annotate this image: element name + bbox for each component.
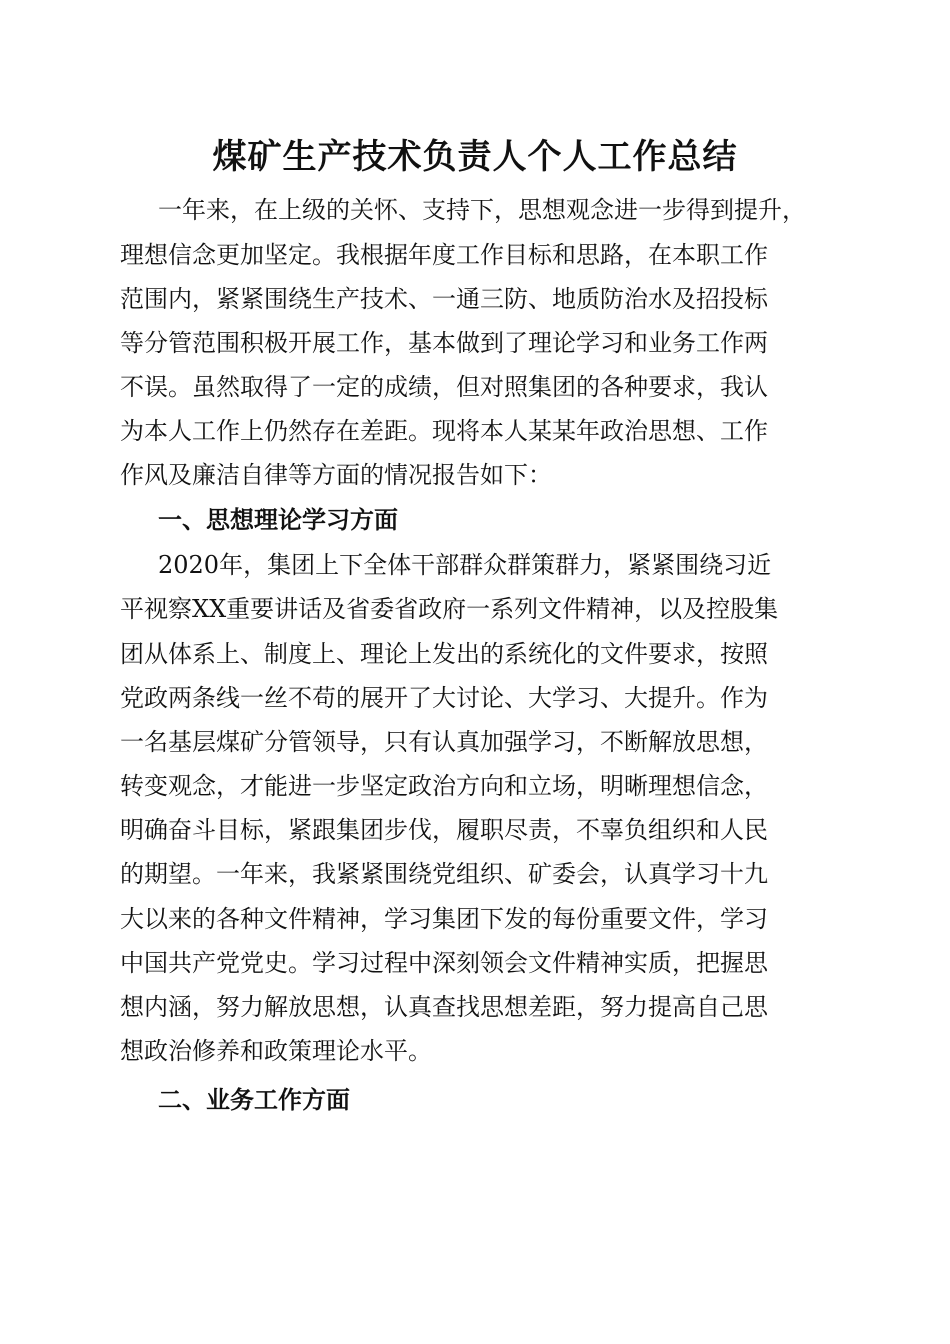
body-line: 转变观念，才能进一步坚定政治方向和立场，明晰理想信念， — [120, 772, 768, 800]
intro-line: 为本人工作上仍然存在差距。现将本人某某年政治思想、工作 — [120, 417, 768, 445]
intro-line: 作风及廉洁自律等方面的情况报告如下： — [120, 461, 552, 489]
intro-line: 等分管范围积极开展工作，基本做到了理论学习和业务工作两 — [120, 329, 768, 357]
body-line: 平视察XX重要讲话及省委省政府一系列文件精神，以及控股集 — [120, 595, 779, 623]
body-line: 党政两条线一丝不苟的展开了大讨论、大学习、大提升。作为 — [120, 684, 768, 712]
body-line: 大以来的各种文件精神，学习集团下发的每份重要文件，学习 — [120, 905, 768, 933]
body-line: 的期望。一年来，我紧紧围绕党组织、矿委会，认真学习十九 — [120, 860, 768, 888]
body-line: 中国共产党党史。学习过程中深刻领会文件精神实质，把握思 — [120, 949, 768, 977]
section-heading-business: 二、业务工作方面 — [158, 1086, 350, 1114]
body-line: 2020年，集团上下全体干部群众群策群力，紧紧围绕习近 — [158, 551, 772, 579]
body-line: 想政治修养和政策理论水平。 — [120, 1037, 432, 1065]
body-line: 明确奋斗目标，紧跟集团步伐，履职尽责，不辜负组织和人民 — [120, 816, 768, 844]
body-line: 想内涵，努力解放思想，认真查找思想差距，努力提高自己思 — [120, 993, 768, 1021]
intro-line: 范围内，紧紧围绕生产技术、一通三防、地质防治水及招投标 — [120, 285, 768, 313]
body-line: 一名基层煤矿分管领导，只有认真加强学习，不断解放思想， — [120, 728, 768, 756]
section-heading-theory: 一、思想理论学习方面 — [158, 506, 398, 534]
intro-line: 理想信念更加坚定。我根据年度工作目标和思路，在本职工作 — [120, 241, 768, 269]
document-title: 煤矿生产技术负责人个人工作总结 — [212, 137, 738, 177]
intro-line: 不误。虽然取得了一定的成绩，但对照集团的各种要求，我认 — [120, 373, 768, 401]
body-line: 团从体系上、制度上、理论上发出的系统化的文件要求，按照 — [120, 640, 768, 668]
intro-line: 一年来，在上级的关怀、支持下，思想观念进一步得到提升， — [158, 196, 806, 224]
